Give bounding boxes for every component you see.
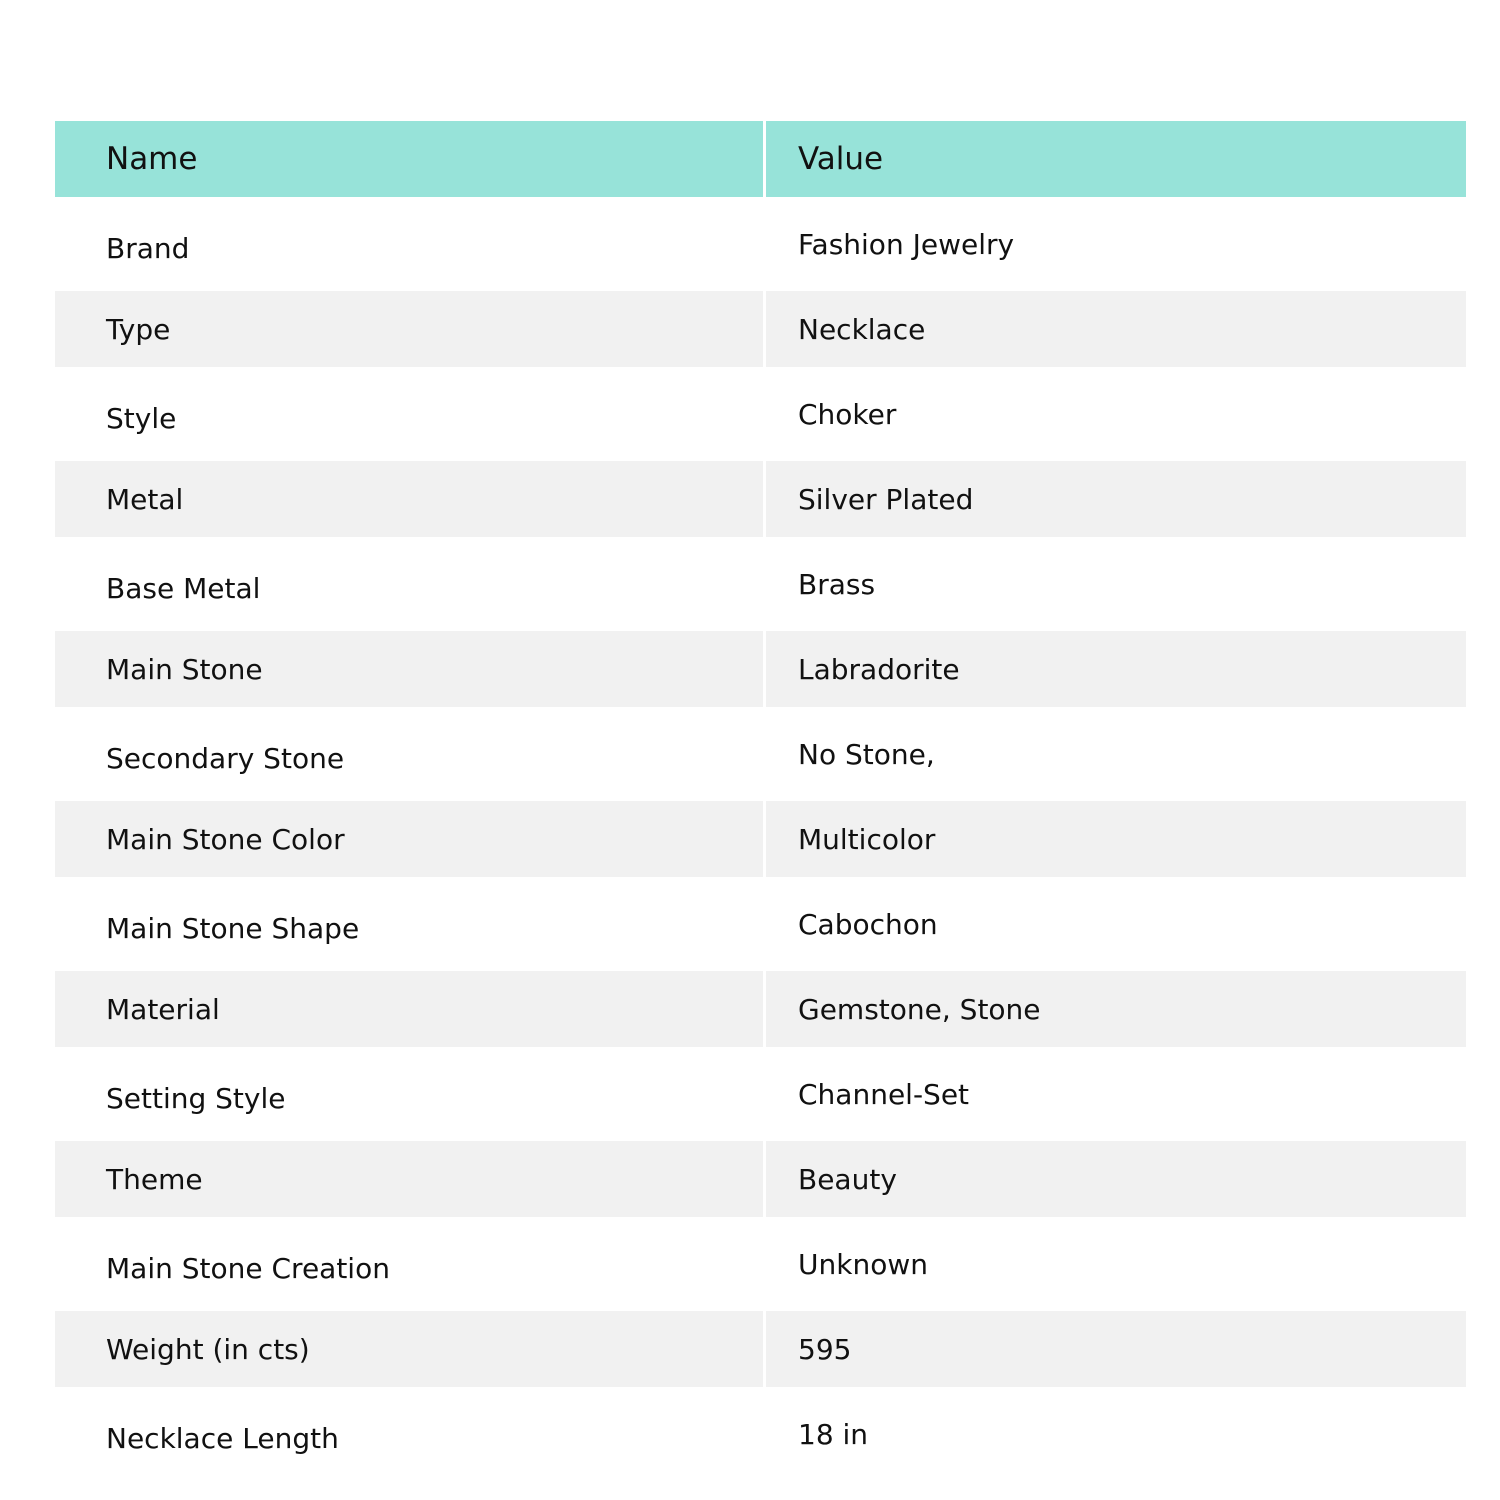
- spec-value-cell: Necklace: [766, 291, 1466, 367]
- spec-value-cell: Brass: [766, 537, 1466, 631]
- table-row: [55, 367, 1466, 461]
- spec-name-cell: Main Stone: [55, 631, 766, 707]
- spec-name-cell: Main Stone Creation: [55, 1217, 766, 1311]
- spec-name-cell: Theme: [55, 1141, 766, 1217]
- value-column-header: Value: [766, 121, 1466, 197]
- table-row: [55, 801, 1466, 877]
- spec-value-cell: Choker: [766, 367, 1466, 461]
- spec-name-cell: Main Stone Color: [55, 801, 766, 877]
- spec-value-cell: Channel-Set: [766, 1047, 1466, 1141]
- table-body: [55, 197, 1466, 1481]
- table-row: [55, 461, 1466, 537]
- name-column-header: Name: [55, 121, 766, 197]
- product-specifications-table: [55, 121, 1466, 1481]
- spec-value-cell: Silver Plated: [766, 461, 1466, 537]
- header-row: [55, 121, 1466, 197]
- spec-name-cell: Setting Style: [55, 1047, 766, 1141]
- spec-name-cell: Necklace Length: [55, 1387, 766, 1481]
- spec-value-cell: 18 in: [766, 1387, 1466, 1481]
- table-row: [55, 1047, 1466, 1141]
- table-row: [55, 1217, 1466, 1311]
- table-row: [55, 631, 1466, 707]
- spec-name-cell: Type: [55, 291, 766, 367]
- spec-name-cell: Brand: [55, 197, 766, 291]
- spec-name-cell: Base Metal: [55, 537, 766, 631]
- table-row: [55, 707, 1466, 801]
- table-row: [55, 197, 1466, 291]
- spec-value-cell: Beauty: [766, 1141, 1466, 1217]
- table-row: [55, 1387, 1466, 1481]
- table-row: [55, 1141, 1466, 1217]
- spec-value-cell: Labradorite: [766, 631, 1466, 707]
- spec-value-cell: Multicolor: [766, 801, 1466, 877]
- spec-value-cell: No Stone,: [766, 707, 1466, 801]
- table-row: [55, 877, 1466, 971]
- spec-name-cell: Material: [55, 971, 766, 1047]
- spec-name-cell: Secondary Stone: [55, 707, 766, 801]
- spec-value-cell: Fashion Jewelry: [766, 197, 1466, 291]
- spec-name-cell: Main Stone Shape: [55, 877, 766, 971]
- spec-value-cell: Gemstone, Stone: [766, 971, 1466, 1047]
- table-row: [55, 1311, 1466, 1387]
- spec-name-cell: Metal: [55, 461, 766, 537]
- table-header: [55, 121, 1466, 197]
- spec-name-cell: Style: [55, 367, 766, 461]
- table-row: [55, 291, 1466, 367]
- spec-name-cell: Weight (in cts): [55, 1311, 766, 1387]
- spec-value-cell: 595: [766, 1311, 1466, 1387]
- table-row: [55, 971, 1466, 1047]
- spec-value-cell: Unknown: [766, 1217, 1466, 1311]
- spec-value-cell: Cabochon: [766, 877, 1466, 971]
- table-row: [55, 537, 1466, 631]
